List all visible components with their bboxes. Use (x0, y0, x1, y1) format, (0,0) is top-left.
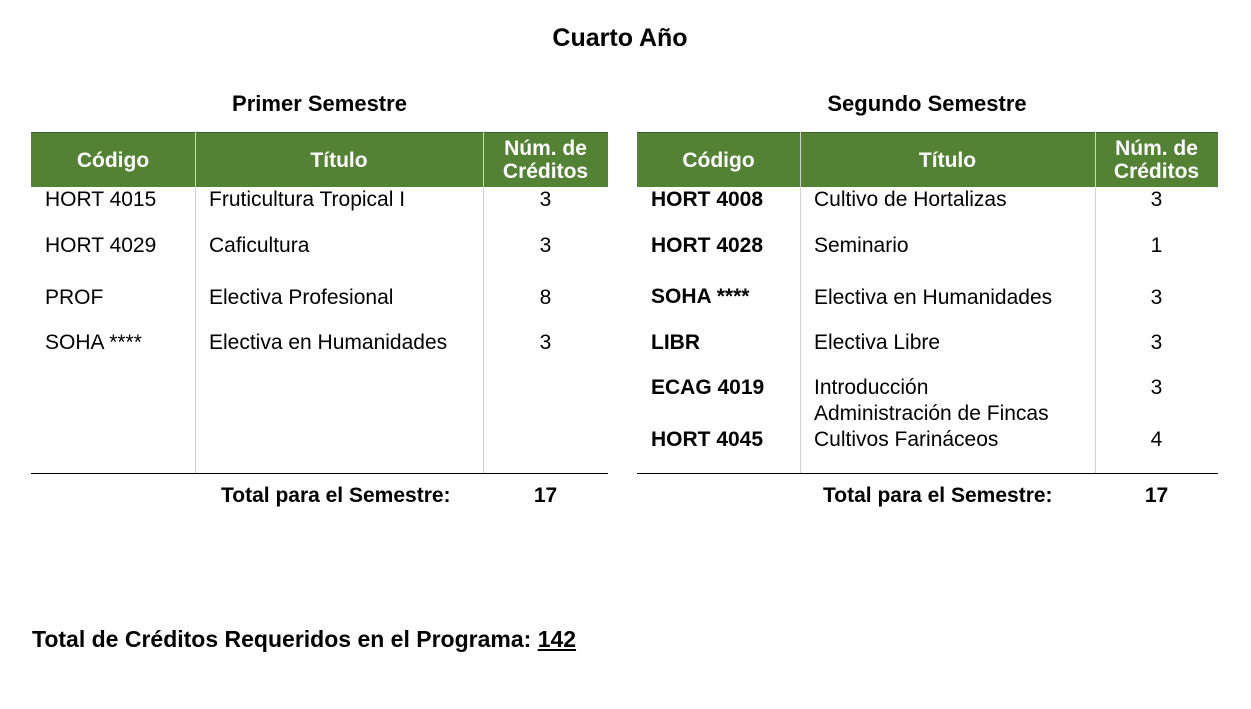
course-title-continued: Administración de Fincas (814, 402, 1049, 425)
course-credits: 1 (1150, 234, 1163, 257)
course-credits: 4 (1150, 428, 1163, 451)
semester-total-label: Total para el Semestre: (823, 484, 1053, 507)
semester-total-value: 17 (1144, 484, 1169, 507)
program-total (32, 626, 576, 653)
semester-2-header-row (637, 132, 1218, 187)
course-title: Electiva Libre (814, 331, 941, 354)
course-code: HORT 4045 (651, 428, 764, 451)
course-title: Cultivos Farináceos (814, 428, 999, 451)
course-code: SOHA **** (651, 285, 750, 308)
course-title: Introducción (814, 376, 929, 399)
course-code: HORT 4015 (45, 188, 157, 211)
header-titulo: Título (310, 148, 368, 172)
course-code: SOHA **** (45, 331, 142, 354)
header-creditos: Núm. de Créditos (1113, 137, 1200, 183)
semester-total-value: 17 (533, 484, 558, 507)
column-divider (195, 132, 196, 474)
course-credits: 3 (1150, 188, 1163, 211)
page-title: Cuarto Año (552, 24, 688, 52)
course-credits: 3 (1150, 331, 1163, 354)
table-bottom-rule (31, 473, 608, 474)
program-total-label: Total de Créditos Requeridos en el Programa: (32, 626, 532, 652)
course-title: Seminario (814, 234, 909, 257)
course-credits: 3 (1150, 286, 1163, 309)
column-divider (800, 132, 801, 474)
course-title: Fruticultura Tropical I (209, 188, 406, 211)
course-title: Electiva en Humanidades (814, 286, 1053, 309)
course-code: HORT 4028 (651, 234, 764, 257)
semester-2-title: Segundo Semestre (827, 91, 1027, 116)
course-credits: 3 (539, 234, 552, 257)
course-title: Cultivo de Hortalizas (814, 188, 1007, 211)
header-codigo: Código (682, 148, 755, 172)
semester-total-label: Total para el Semestre: (221, 484, 451, 507)
course-credits: 8 (539, 286, 552, 309)
header-titulo: Título (918, 148, 977, 172)
course-code: HORT 4008 (651, 188, 764, 211)
program-total-value: 142 (537, 626, 577, 652)
course-title: Electiva Profesional (209, 286, 394, 309)
course-title: Caficultura (209, 234, 310, 257)
header-codigo: Código (76, 148, 150, 172)
course-code: HORT 4029 (45, 234, 157, 257)
course-code: LIBR (651, 331, 700, 354)
course-code: PROF (45, 286, 104, 309)
semester-1-title: Primer Semestre (232, 91, 407, 116)
header-creditos: Núm. de Créditos (502, 137, 589, 183)
course-title: Electiva en Humanidades (209, 331, 448, 354)
semester-1-header-row (31, 132, 608, 187)
course-credits: 3 (539, 188, 552, 211)
course-credits: 3 (539, 331, 552, 354)
course-credits: 3 (1150, 376, 1163, 399)
course-code: ECAG 4019 (651, 376, 765, 399)
table-bottom-rule (637, 473, 1218, 474)
